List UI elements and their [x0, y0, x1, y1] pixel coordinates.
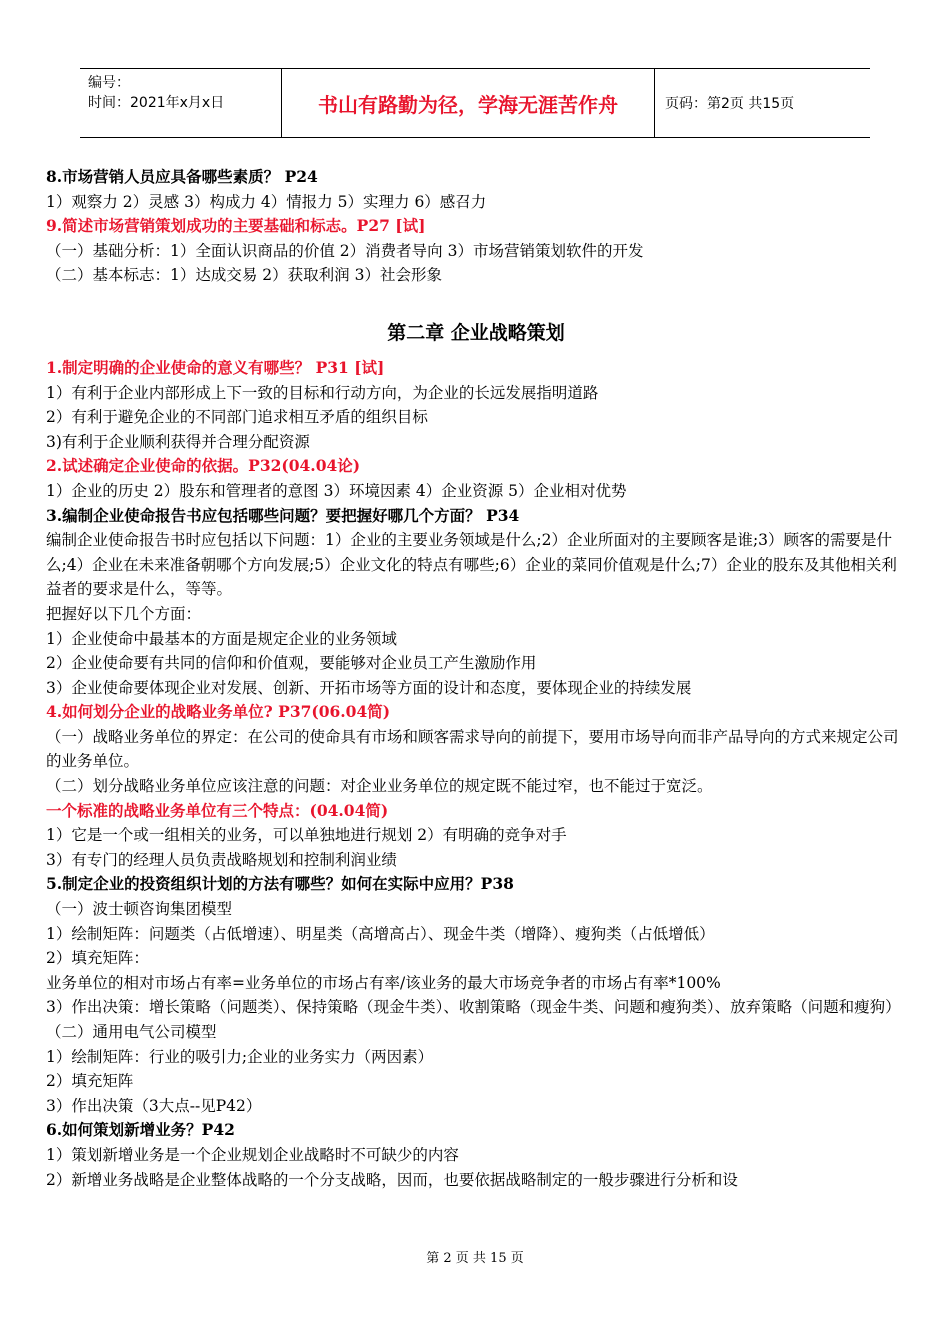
body-line: 3）有专门的经理人员负责战略规划和控制利润业绩 [46, 850, 397, 869]
body-line: 把握好以下几个方面： [46, 604, 202, 623]
body-line: 2）填充矩阵： [46, 949, 149, 968]
question-heading: 2.试述确定企业使命的依据。P32(04.04论) [46, 456, 361, 476]
body-line: （一）基础分析：1）全面认识商品的价值 2）消费者导向 3）市场营销策划软件的开发 [46, 241, 644, 260]
header-page-info: 页码：第2页 共15页 [665, 96, 795, 112]
document-body [46, 165, 906, 1192]
page-footer: 第 2 页 共 15 页 [426, 1251, 524, 1266]
body-line: 1）企业的历史 2）股东和管理者的意图 3）环境因素 4）企业资源 5）企业相对优势 [46, 481, 627, 500]
body-line: 1）它是一个或一组相关的业务，可以单独地进行规划 2）有明确的竞争对手 [46, 826, 567, 845]
body-line: 2）有利于避免企业的不同部门追求相互矛盾的组织目标 [46, 408, 428, 427]
question-heading: 9.简述市场营销策划成功的主要基础和标志。P27 [试] [46, 216, 426, 236]
question-heading: 一个标准的战略业务单位有三个特点：(04.04简) [46, 800, 389, 820]
question-heading: 1.制定明确的企业使命的意义有哪些？ P31 [试] [46, 357, 385, 377]
body-line: 1）有利于企业内部形成上下一致的目标和行动方向，为企业的长远发展指明道路 [46, 383, 599, 402]
body-line: 2）企业使命要有共同的信仰和价值观，要能够对企业员工产生激励作用 [46, 654, 537, 673]
question-heading: 4.如何划分企业的战略业务单位? P37(06.04简) [46, 702, 391, 722]
body-line: 3)有利于企业顺利获得并合理分配资源 [46, 432, 310, 451]
page-header [80, 68, 870, 138]
body-line: 2）填充矩阵 [46, 1072, 134, 1091]
body-line: （二）基本标志：1）达成交易 2）获取利润 3）社会形象 [46, 266, 442, 285]
body-line: （二）划分战略业务单位应该注意的问题：对企业业务单位的规定既不能过窄，也不能过于宽泛。 [46, 777, 713, 796]
body-line: 业务单位的相对市场占有率=业务单位的市场占有率/该业务的最大市场竞争者的市场占有率*100% [46, 973, 721, 992]
body-line: （一）战略业务单位的界定：在公司的使命具有市场和顾客需求导向的前提下，要用市场导向而非产品导向的方式来规定公司的业务单位。 [46, 727, 899, 771]
header-meta [80, 69, 282, 137]
date-label: 时间：2021年x月x日 [88, 95, 225, 111]
question-heading: 6.如何策划新增业务？P42 [46, 1120, 235, 1140]
body-line: 3）企业使命要体现企业对发展、创新、开拓市场等方面的设计和态度，要体现企业的持续发展 [46, 678, 692, 697]
body-line: （一）波士顿咨询集团模型 [46, 900, 233, 919]
question-heading: 5.制定企业的投资组织计划的方法有哪些？如何在实际中应用？P38 [46, 874, 514, 894]
body-line: 3）作出决策（3大点--见P42） [46, 1096, 262, 1115]
body-line: 1）绘制矩阵：行业的吸引力;企业的业务实力（两因素） [46, 1047, 434, 1066]
number-label: 编号： [88, 75, 130, 91]
question-heading: 3.编制企业使命报告书应包括哪些问题？要把握好哪几个方面？ P34 [46, 505, 520, 525]
question-heading: 8.市场营销人员应具备哪些素质？ P24 [46, 167, 318, 186]
header-motto: 书山有路勤为径，学海无涯苦作舟 [282, 69, 655, 137]
section-chapter-one-tail [46, 165, 906, 288]
section-chapter-two [46, 356, 906, 1192]
body-line: 1）策划新增业务是一个企业规划企业战略时不可缺少的内容 [46, 1145, 459, 1164]
body-line: （二）通用电气公司模型 [46, 1023, 217, 1041]
body-line: 1）观察力 2）灵感 3）构成力 4）情报力 5）实理力 6）感召力 [46, 192, 487, 211]
chapter-title: 第二章 企业战略策划 [387, 321, 565, 344]
body-line: 1）绘制矩阵：问题类（占低增速）、明星类（高增高占）、现金牛类（增降）、瘦狗类（占低增低） [46, 924, 715, 943]
body-line: 编制企业使命报告书时应包括以下问题：1）企业的主要业务领域是什么;2）企业所面对的主要顾客是谁;3）顾客的需要是什么;4）企业在未来准备朝哪个方向发展;5）企业文化的特点有哪些;6）企业的菜同价值观是什么;7）企业的股东及其他相关利益者的要求是什么，等等。 [46, 531, 897, 599]
body-line: 3）作出决策：增长策略（问题类）、保持策略（现金牛类）、收割策略（现金牛类、问题和瘦狗类）、放弃策略（问题和瘦狗） [46, 998, 901, 1017]
body-line: 1）企业使命中最基本的方面是规定企业的业务领域 [46, 629, 397, 648]
body-line: 2）新增业务战略是企业整体战略的一个分支战略，因而，也要依据战略制定的一般步骤进行分析和设 [46, 1170, 738, 1189]
